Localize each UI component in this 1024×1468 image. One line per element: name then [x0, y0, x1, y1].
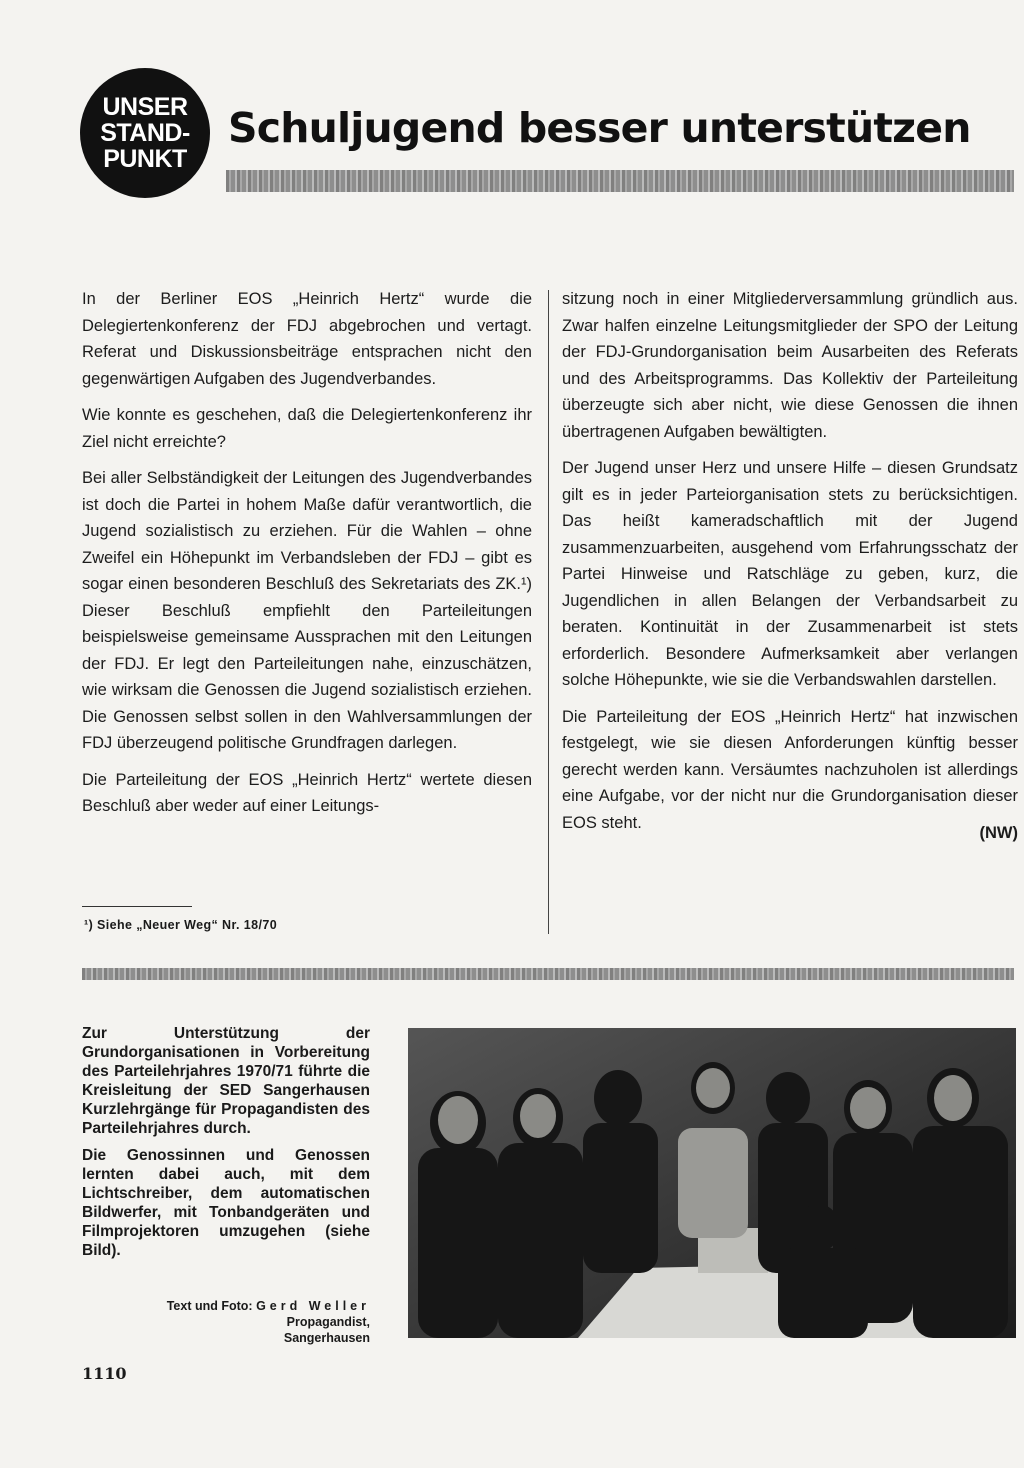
badge-line-2: STAND- [100, 119, 190, 147]
paragraph: Die Parteileitung der EOS „Heinrich Hertz“ wertete diesen Beschluß aber weder auf einer Leitungs- [82, 770, 532, 815]
paragraph: Wie konnte es geschehen, daß die Delegiertenkonferenz ihr Ziel nicht erreichte? [82, 406, 532, 451]
group-photo-image [408, 1028, 1016, 1338]
unser-standpunkt-badge [80, 68, 210, 198]
credit-place: Sangerhausen [283, 1331, 370, 1345]
photo-caption [82, 1024, 370, 1268]
page-number: 1110 [82, 1364, 127, 1383]
author-signature: (NW) [979, 824, 1018, 842]
footnote-divider [82, 906, 192, 907]
photo-credit [82, 1298, 370, 1346]
credit-role: Propagandist, [286, 1315, 370, 1329]
credit-label: Text und Foto: [166, 1299, 253, 1313]
column-divider [548, 290, 549, 934]
paragraph: Die Parteileitung der EOS „Heinrich Hertz“ hat inzwischen festgelegt, wie sie diesen Anforderungen künftig besser gerecht werden kann. Versäumtes nachzuholen ist allerdings eine Aufgabe, vor der nicht nur die Grundorganisation dieser EOS steht. [562, 707, 1018, 832]
badge-line-3: PUNKT [103, 145, 187, 173]
group-photo [408, 1028, 1016, 1338]
section-rule [82, 968, 1014, 980]
paragraph: Der Jugend unser Herz und unsere Hilfe – diesen Grundsatz gilt es in jeder Parteiorganisation stets zu berücksichtigen. Das heißt kameradschaftlich mit der Jugend zusammenzuarbeiten, ausgehend vom Erfahrungsschatz der Partei Hinweise und Ratschläge zu geben, kurz, die Jugendlichen in allen Belangen der Verbandsarbeit zu beraten. Kontinuität in der Zusammenarbeit ist stets erforderlich. Besondere Aufmerksamkeit aber verlangen solche Höhepunkte, wie sie die Verbandswahlen darstellen. [562, 459, 1018, 689]
caption-paragraph: Zur Unterstützung der Grundorganisationen in Vorbereitung des Parteilehrjahres 1970/71 führte die Kreisleitung der SED Sangerhausen Kurzlehrgänge für Propagandisten des Parteilehrjahres durch. [82, 1025, 370, 1137]
article-headline: Schuljugend besser unterstützen [228, 104, 971, 152]
paragraph: In der Berliner EOS „Heinrich Hertz“ wurde die Delegiertenkonferenz der FDJ abgebrochen und vertagt. Referat und Diskussionsbeiträge entsprachen nicht den gegenwärtigen Aufgaben des Jugendverbandes. [82, 290, 532, 388]
paragraph: sitzung noch in einer Mitgliederversammlung gründlich aus. Zwar halfen einzelne Leitungsmitglieder der SPO der Leitung der FDJ-Grundorganisation beim Ausarbeiten des Referats und des Arbeitsprogramms. Das Kollektiv der Parteileitung überzeugte sich aber nicht, wie diese Genossen die ihnen übertragenen Aufgaben bewältigten. [562, 290, 1018, 441]
footnote: ¹) Siehe „Neuer Weg“ Nr. 18/70 [84, 918, 278, 932]
badge-line-1: UNSER [102, 93, 188, 121]
paragraph: Bei aller Selbständigkeit der Leitungen des Jugendverbandes ist doch die Partei in hohem Maße dafür verantwortlich, die Jugend sozialistisch zu erziehen. Für die Wahlen – ohne Zweifel ein Höhepunkt im Verbandsleben der FDJ – gibt es sogar einen besonderen Beschluß des Sekretariats des ZK.¹) Dieser Beschluß empfiehlt den Parteileitungen beispielsweise gemeinsame Aussprachen mit den Leitungen der FDJ. Er legt den Parteileitungen nahe, einzuschätzen, wie wirksam die Genossen die Jugend sozialistisch erziehen. Die Genossen selbst sollen in den Wahlversammlungen der FDJ überzeugend politische Grundfragen darlegen. [82, 469, 532, 752]
article-left-column [82, 286, 532, 830]
credit-name: Gerd Weller [256, 1299, 370, 1313]
caption-paragraph: Die Genossinnen und Genossen lernten dabei auch, mit dem Lichtschreiber, dem automatischen Bildwerfer, mit Tonbandgeräten und Filmprojektoren umzugehen (siehe Bild). [82, 1147, 370, 1259]
article-right-column [562, 286, 1018, 847]
headline-rule [226, 170, 1014, 192]
